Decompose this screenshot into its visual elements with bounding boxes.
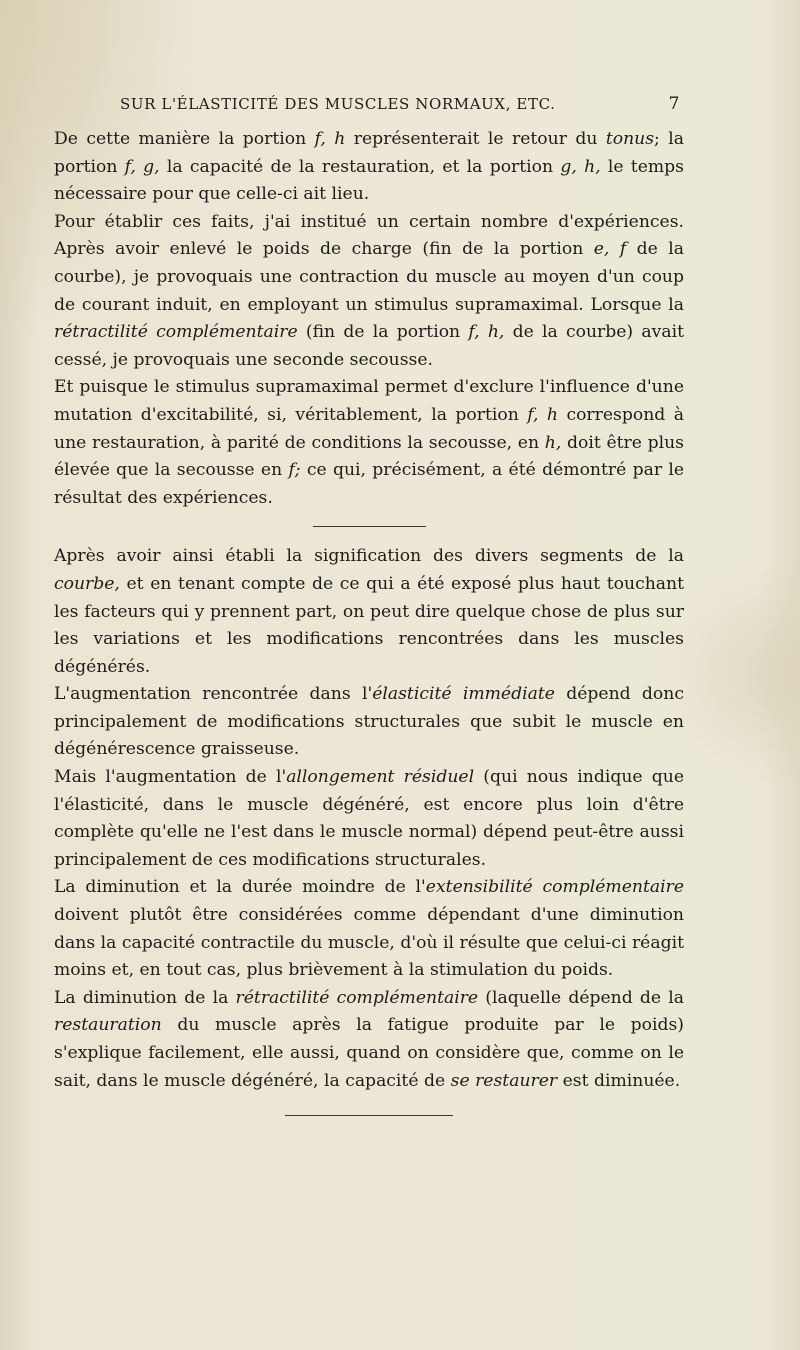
text-run: Après avoir ainsi établi la signification des divers segments de la xyxy=(54,546,684,567)
italic-run: f; xyxy=(288,460,301,481)
text-run: est diminuée. xyxy=(557,1070,681,1091)
italic-run: tonus xyxy=(605,129,655,149)
text-run: le temps nécessaire pour que celle-ci ait lieu. xyxy=(54,156,684,205)
italic-run: se restaurer xyxy=(450,1070,558,1091)
italic-run: rétractilité complémentaire xyxy=(235,987,479,1008)
text-run: ; la portion xyxy=(54,129,684,177)
text-run: la capacité de la restauration, et la portion xyxy=(159,156,561,177)
text-run: Pour établir ces faits, j'ai institué un certain nombre d'expériences. Après avoir enlevé le poids de charge (fin de la portion xyxy=(54,211,684,260)
text-run: dépend donc principalement de modifications structurales que subit le muscle en dégénérescence graisseuse. xyxy=(54,684,684,760)
italic-run: restauration xyxy=(54,1015,162,1036)
page-number: 7 xyxy=(668,94,680,114)
paragraph xyxy=(54,543,684,681)
text-run: ce qui, précisément, a été démontré par le résultat des expériences. xyxy=(54,460,684,508)
text-run: (qui nous indique que l'élasticité, dans le muscle dégénéré, est encore plus loin d'être complète qu'elle ne l'est dans le muscle normal) dépend peut-être aussi principalement de ces modifications structurales. xyxy=(54,767,684,870)
paragraph xyxy=(54,985,684,1095)
italic-run: allongement résiduel xyxy=(286,767,475,788)
end-rule xyxy=(285,1115,453,1116)
text-run: de la courbe) avait cessé, je provoquais une seconde secousse. xyxy=(54,322,684,370)
text-run: De cette manière la portion xyxy=(54,129,315,149)
text-run: représenterait le retour du xyxy=(345,129,606,149)
text-run: et en tenant compte de ce qui a été exposé plus haut touchant les facteurs qui y prennent part, on peut dire quelque chose de plus sur les variations et les modifications rencontrées dans les muscles dégénérés. xyxy=(54,573,684,677)
text-run: correspond à une restauration, à parité de conditions la secousse, en xyxy=(54,404,684,453)
italic-run: courbe, xyxy=(54,573,120,594)
paragraph xyxy=(54,374,684,512)
body-text xyxy=(54,126,684,1116)
running-header xyxy=(120,94,680,118)
text-run: doivent plutôt être considérées comme dépendant d'une diminution dans la capacité contractile du muscle, d'où il résulte que celui-ci réagit moins et, en tout cas, plus brièvement à la stimulation du poids. xyxy=(54,905,684,981)
paragraph xyxy=(54,681,684,764)
italic-run: h, xyxy=(544,432,562,453)
italic-run: f, h xyxy=(527,404,558,425)
italic-run: élasticité immédiate xyxy=(372,684,555,705)
italic-run: f, g, xyxy=(124,156,160,177)
text-run: de la courbe), je provoquais une contraction du muscle au moyen d'un coup de courant induit, en employant un stimulus supramaximal. Lorsque la xyxy=(54,239,684,315)
text-run: Et puisque le stimulus supramaximal permet d'exclure l'influence d'une mutation d'excitabilité, si, véritablement, la portion xyxy=(54,377,684,425)
paragraph xyxy=(54,764,684,874)
text-run: La diminution de la xyxy=(54,987,236,1008)
italic-run: f, h xyxy=(314,129,346,149)
running-title: SUR L'ÉLASTICITÉ DES MUSCLES NORMAUX, ETC. xyxy=(120,95,556,113)
italic-run: rétractilité complémentaire xyxy=(54,322,298,343)
paragraph xyxy=(54,874,684,984)
italic-run: e, f xyxy=(593,239,627,260)
paragraph xyxy=(54,126,684,209)
text-run: du muscle après la fatigue produite par le poids) s'explique facilement, elle aussi, quand on considère que, comme on le sait, dans le muscle dégénéré, la capacité de xyxy=(54,1015,684,1091)
italic-run: f, h, xyxy=(468,322,505,343)
italic-run: g, h, xyxy=(560,156,601,177)
text-run: La diminution et la durée moindre de l' xyxy=(54,877,426,898)
text-run: L'augmentation rencontrée dans l' xyxy=(54,684,373,705)
text-run: Mais l'augmentation de l' xyxy=(54,767,287,788)
text-run: (laquelle dépend de la xyxy=(478,987,685,1008)
text-run: (fin de la portion xyxy=(297,322,469,343)
text-run: doit être plus élevée que la secousse en xyxy=(54,432,685,481)
section-rule xyxy=(313,526,426,527)
italic-run: extensibilité complémentaire xyxy=(425,877,684,898)
paragraph xyxy=(54,209,684,375)
